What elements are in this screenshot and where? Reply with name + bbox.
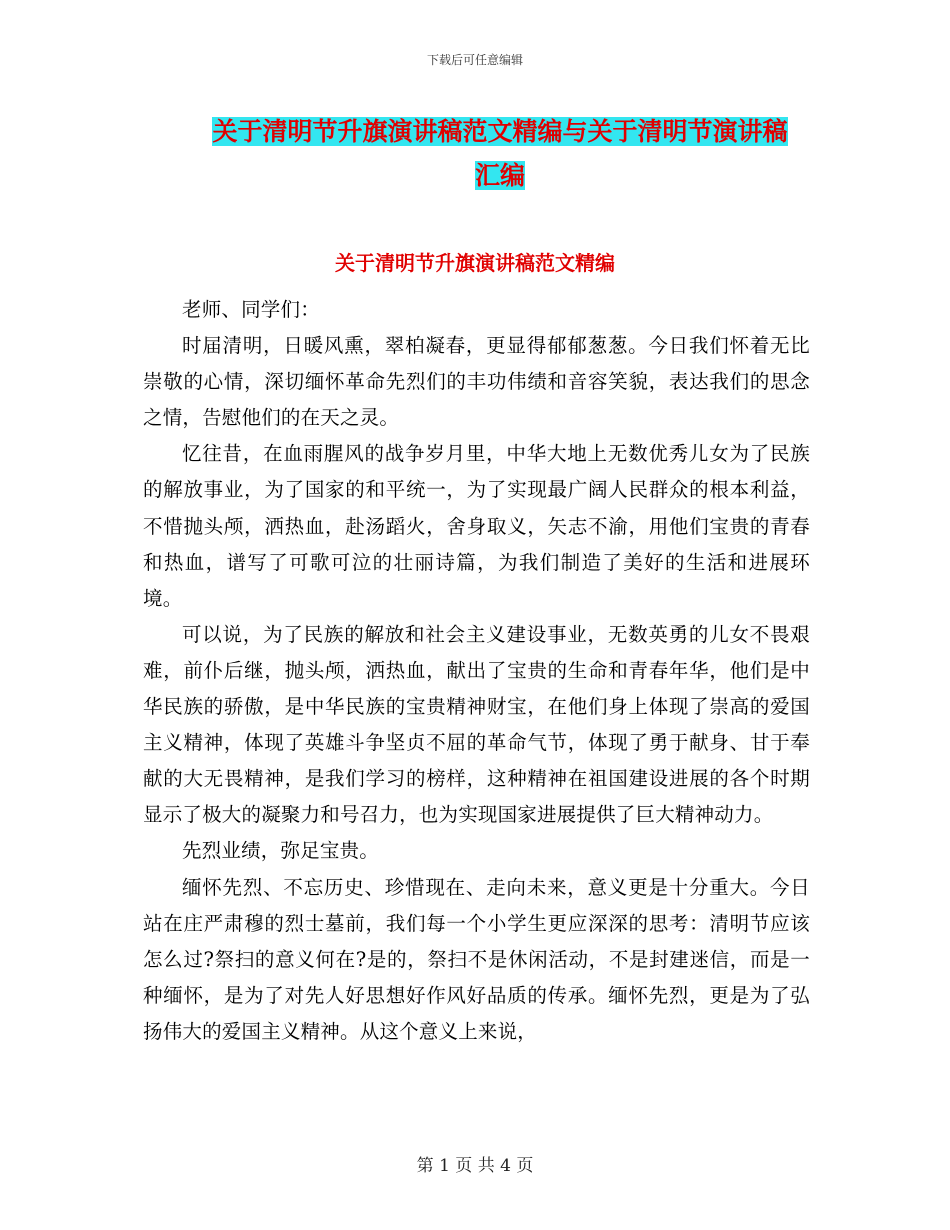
paragraph: 先烈业绩，弥足宝贵。 bbox=[182, 839, 380, 863]
page-footer: 第 1 页 共 4 页 bbox=[416, 1156, 534, 1176]
salutation: 老师、同学们： bbox=[182, 298, 320, 321]
page-header: 下载后可任意编辑 bbox=[426, 53, 523, 67]
section-title: 关于清明节升旗演讲稿范文精编 bbox=[335, 251, 615, 275]
document-body bbox=[143, 292, 810, 1050]
paragraph: 缅怀先烈、不忘历史、珍惜现在、走向未来，意义更是十分重大。今日站在庄严肃穆的烈士墓前，我们每一个小学生更应深深的思考：清明节应该怎么过?祭扫的意义何在?是的，祭扫不是休闲活动，不是封建迷信，而是一种缅怀，是为了对先人好思想好作风好品质的传承。缅怀先烈，更是为了弘扬伟大的爱国主义精神。从这个意义上来说， bbox=[143, 875, 810, 1043]
paragraph: 可以说，为了民族的解放和社会主义建设事业，无数英勇的儿女不畏艰难，前仆后继，抛头颅，洒热血，献出了宝贵的生命和青春年华，他们是中华民族的骄傲，是中华民族的宝贵精神财宝，在他们身上体现了崇高的爱国主义精神，体现了英雄斗争坚贞不屈的革命气节，体现了勇于献身、甘于奉献的大无畏精神，是我们学习的榜样，这种精神在祖国建设进展的各个时期显示了极大的凝聚力和号召力，也为实现国家进展提供了巨大精神动力。 bbox=[143, 622, 810, 827]
paragraph: 忆往昔，在血雨腥风的战争岁月里，中华大地上无数优秀儿女为了民族的解放事业，为了国家的和平统一，为了实现最广阔人民群众的根本利益，不惜抛头颅，洒热血，赴汤蹈火，舍身取义，矢志不渝，用他们宝贵的青春和热血，谱写了可歌可泣的壮丽诗篇，为我们制造了美好的生活和进展环境。 bbox=[143, 442, 810, 610]
paragraph: 时届清明，日暖风熏，翠柏凝春，更显得郁郁葱葱。今日我们怀着无比崇敬的心情，深切缅怀革命先烈们的丰功伟绩和音容笑貌，表达我们的思念之情，告慰他们的在天之灵。 bbox=[143, 334, 810, 430]
document-title-line-2: 汇编 bbox=[474, 161, 525, 190]
document-title-line-1: 关于清明节升旗演讲稿范文精编与关于清明节演讲稿 bbox=[212, 117, 788, 146]
document-title bbox=[190, 110, 810, 198]
